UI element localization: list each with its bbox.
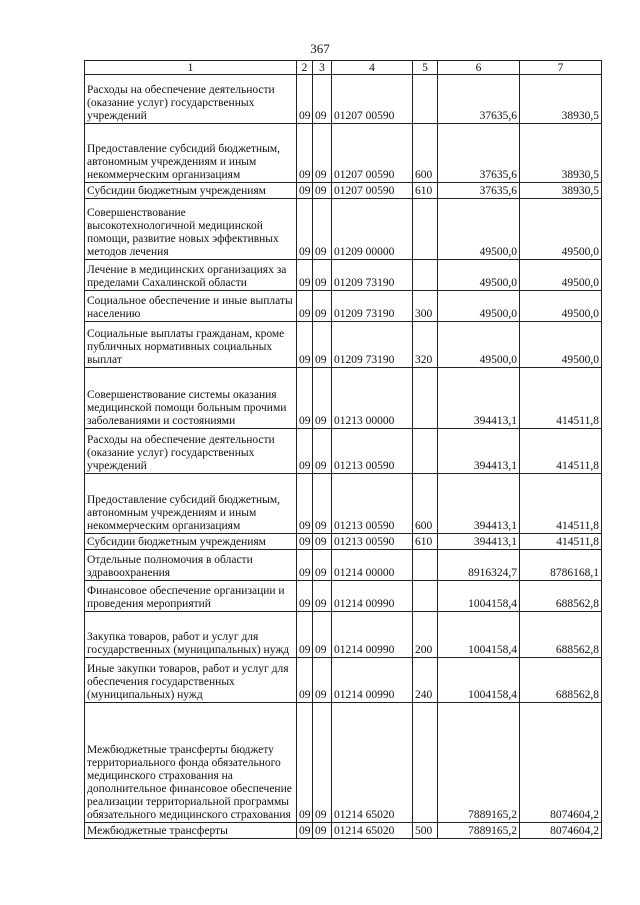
budget-table xyxy=(84,60,602,839)
column-header: 1 xyxy=(85,61,297,75)
amount-cell: 49500,0 xyxy=(520,291,602,322)
row-name-cell: Субсидии бюджетным учреждениям xyxy=(85,183,297,199)
code-cell: 09 xyxy=(313,550,332,581)
code-cell: 09 xyxy=(313,474,332,534)
amount-cell: 8916324,7 xyxy=(438,550,520,581)
code-cell xyxy=(413,429,438,474)
code-cell: 09 xyxy=(313,534,332,550)
code-cell: 09 xyxy=(297,260,313,291)
amount-cell: 49500,0 xyxy=(438,322,520,368)
amount-cell: 688562,8 xyxy=(520,581,602,612)
code-cell: 09 xyxy=(297,199,313,260)
amount-cell: 38930,5 xyxy=(520,75,602,124)
code-cell: 09 xyxy=(297,322,313,368)
amount-cell: 394413,1 xyxy=(438,474,520,534)
code-cell: 09 xyxy=(297,612,313,658)
amount-cell: 8074604,2 xyxy=(520,703,602,823)
table-row xyxy=(85,199,602,260)
code-cell: 09 xyxy=(313,124,332,183)
table-row xyxy=(85,474,602,534)
code-cell xyxy=(413,550,438,581)
amount-cell: 7889165,2 xyxy=(438,823,520,839)
code-cell xyxy=(413,75,438,124)
code-cell: 09 xyxy=(297,124,313,183)
code-cell: 09 xyxy=(297,75,313,124)
code-cell: 09 xyxy=(297,429,313,474)
code-cell: 09 xyxy=(297,474,313,534)
amount-cell: 49500,0 xyxy=(520,199,602,260)
row-name-cell: Совершенствование высокотехнологичной медицинской помощи, развитие новых эффективных методов лечения xyxy=(85,199,297,260)
table-row xyxy=(85,612,602,658)
row-name-cell: Межбюджетные трансферты бюджету территориального фонда обязательного медицинского страхования на дополнительное финансовое обеспечение реализации территориальной программы обязательного медицинского страхования xyxy=(85,703,297,823)
code-cell: 09 xyxy=(313,612,332,658)
amount-cell: 1004158,4 xyxy=(438,658,520,703)
amount-cell: 49500,0 xyxy=(438,199,520,260)
row-name-cell: Финансовое обеспечение организации и проведения мероприятий xyxy=(85,581,297,612)
code-cell: 200 xyxy=(413,612,438,658)
code-cell: 01213 00590 xyxy=(332,534,413,550)
code-cell: 320 xyxy=(413,322,438,368)
code-cell: 600 xyxy=(413,474,438,534)
table-row xyxy=(85,260,602,291)
code-cell: 01214 00990 xyxy=(332,658,413,703)
code-cell: 09 xyxy=(297,534,313,550)
code-cell: 01209 73190 xyxy=(332,260,413,291)
row-name-cell: Отдельные полномочия в области здравоохранения xyxy=(85,550,297,581)
code-cell: 01213 00000 xyxy=(332,368,413,429)
column-header: 7 xyxy=(520,61,602,75)
code-cell: 09 xyxy=(313,183,332,199)
code-cell: 09 xyxy=(313,291,332,322)
amount-cell: 37635,6 xyxy=(438,124,520,183)
column-header: 3 xyxy=(313,61,332,75)
amount-cell: 49500,0 xyxy=(520,260,602,291)
amount-cell: 49500,0 xyxy=(520,322,602,368)
row-name-cell: Лечение в медицинских организациях за пределами Сахалинской области xyxy=(85,260,297,291)
code-cell: 500 xyxy=(413,823,438,839)
table-row xyxy=(85,183,602,199)
amount-cell: 1004158,4 xyxy=(438,581,520,612)
table-row xyxy=(85,124,602,183)
code-cell: 600 xyxy=(413,124,438,183)
code-cell: 09 xyxy=(313,581,332,612)
code-cell: 09 xyxy=(313,429,332,474)
code-cell: 01214 65020 xyxy=(332,823,413,839)
row-name-cell: Социальные выплаты гражданам, кроме публичных нормативных социальных выплат xyxy=(85,322,297,368)
code-cell: 01213 00590 xyxy=(332,429,413,474)
table-row xyxy=(85,75,602,124)
code-cell: 09 xyxy=(313,199,332,260)
column-header: 5 xyxy=(413,61,438,75)
table-row xyxy=(85,429,602,474)
code-cell: 01214 00990 xyxy=(332,581,413,612)
code-cell: 01214 00000 xyxy=(332,550,413,581)
code-cell: 01207 00590 xyxy=(332,75,413,124)
code-cell: 01209 00000 xyxy=(332,199,413,260)
amount-cell: 49500,0 xyxy=(438,260,520,291)
code-cell: 01209 73190 xyxy=(332,322,413,368)
row-name-cell: Расходы на обеспечение деятельности (оказание услуг) государственных учреждений xyxy=(85,75,297,124)
amount-cell: 37635,6 xyxy=(438,183,520,199)
code-cell: 09 xyxy=(313,368,332,429)
amount-cell: 1004158,4 xyxy=(438,612,520,658)
code-cell xyxy=(413,703,438,823)
code-cell xyxy=(413,581,438,612)
amount-cell: 38930,5 xyxy=(520,124,602,183)
code-cell: 09 xyxy=(297,581,313,612)
column-header: 6 xyxy=(438,61,520,75)
code-cell: 09 xyxy=(297,183,313,199)
code-cell: 09 xyxy=(313,703,332,823)
row-name-cell: Расходы на обеспечение деятельности (оказание услуг) государственных учреждений xyxy=(85,429,297,474)
code-cell: 01209 73190 xyxy=(332,291,413,322)
page-number: 367 xyxy=(310,41,330,56)
amount-cell: 38930,5 xyxy=(520,183,602,199)
row-name-cell: Предоставление субсидий бюджетным, автономным учреждениям и иным некоммерческим организациям xyxy=(85,124,297,183)
amount-cell: 8074604,2 xyxy=(520,823,602,839)
code-cell: 09 xyxy=(297,658,313,703)
row-name-cell: Социальное обеспечение и иные выплаты населению xyxy=(85,291,297,322)
amount-cell: 688562,8 xyxy=(520,612,602,658)
code-cell: 01214 65020 xyxy=(332,703,413,823)
code-cell xyxy=(413,260,438,291)
code-cell: 09 xyxy=(313,658,332,703)
code-cell: 610 xyxy=(413,183,438,199)
row-name-cell: Иные закупки товаров, работ и услуг для обеспечения государственных (муниципальных) нужд xyxy=(85,658,297,703)
code-cell: 09 xyxy=(313,322,332,368)
row-name-cell: Совершенствование системы оказания медицинской помощи больным прочими заболеваниями и состояниями xyxy=(85,368,297,429)
column-header: 2 xyxy=(297,61,313,75)
amount-cell: 414511,8 xyxy=(520,368,602,429)
header-row xyxy=(85,61,602,75)
code-cell: 01207 00590 xyxy=(332,183,413,199)
table-row xyxy=(85,368,602,429)
row-name-cell: Закупка товаров, работ и услуг для государственных (муниципальных) нужд xyxy=(85,612,297,658)
code-cell: 240 xyxy=(413,658,438,703)
table-row xyxy=(85,534,602,550)
amount-cell: 414511,8 xyxy=(520,474,602,534)
table-row xyxy=(85,291,602,322)
code-cell: 610 xyxy=(413,534,438,550)
table-row xyxy=(85,658,602,703)
table-row xyxy=(85,322,602,368)
column-header: 4 xyxy=(332,61,413,75)
code-cell xyxy=(413,199,438,260)
table-row xyxy=(85,703,602,823)
code-cell: 01213 00590 xyxy=(332,474,413,534)
code-cell: 01214 00990 xyxy=(332,612,413,658)
row-name-cell: Межбюджетные трансферты xyxy=(85,823,297,839)
amount-cell: 688562,8 xyxy=(520,658,602,703)
code-cell: 09 xyxy=(313,75,332,124)
code-cell: 09 xyxy=(297,291,313,322)
code-cell: 09 xyxy=(313,260,332,291)
row-name-cell: Предоставление субсидий бюджетным, автономным учреждениям и иным некоммерческим организациям xyxy=(85,474,297,534)
code-cell: 09 xyxy=(297,368,313,429)
table-row xyxy=(85,550,602,581)
amount-cell: 49500,0 xyxy=(438,291,520,322)
table-row xyxy=(85,823,602,839)
code-cell: 09 xyxy=(313,823,332,839)
amount-cell: 394413,1 xyxy=(438,429,520,474)
amount-cell: 7889165,2 xyxy=(438,703,520,823)
table-row xyxy=(85,581,602,612)
code-cell: 09 xyxy=(297,550,313,581)
code-cell: 01207 00590 xyxy=(332,124,413,183)
row-name-cell: Субсидии бюджетным учреждениям xyxy=(85,534,297,550)
amount-cell: 414511,8 xyxy=(520,534,602,550)
amount-cell: 394413,1 xyxy=(438,534,520,550)
amount-cell: 8786168,1 xyxy=(520,550,602,581)
amount-cell: 394413,1 xyxy=(438,368,520,429)
code-cell: 09 xyxy=(297,703,313,823)
amount-cell: 414511,8 xyxy=(520,429,602,474)
code-cell: 09 xyxy=(297,823,313,839)
code-cell: 300 xyxy=(413,291,438,322)
amount-cell: 37635,6 xyxy=(438,75,520,124)
code-cell xyxy=(413,368,438,429)
